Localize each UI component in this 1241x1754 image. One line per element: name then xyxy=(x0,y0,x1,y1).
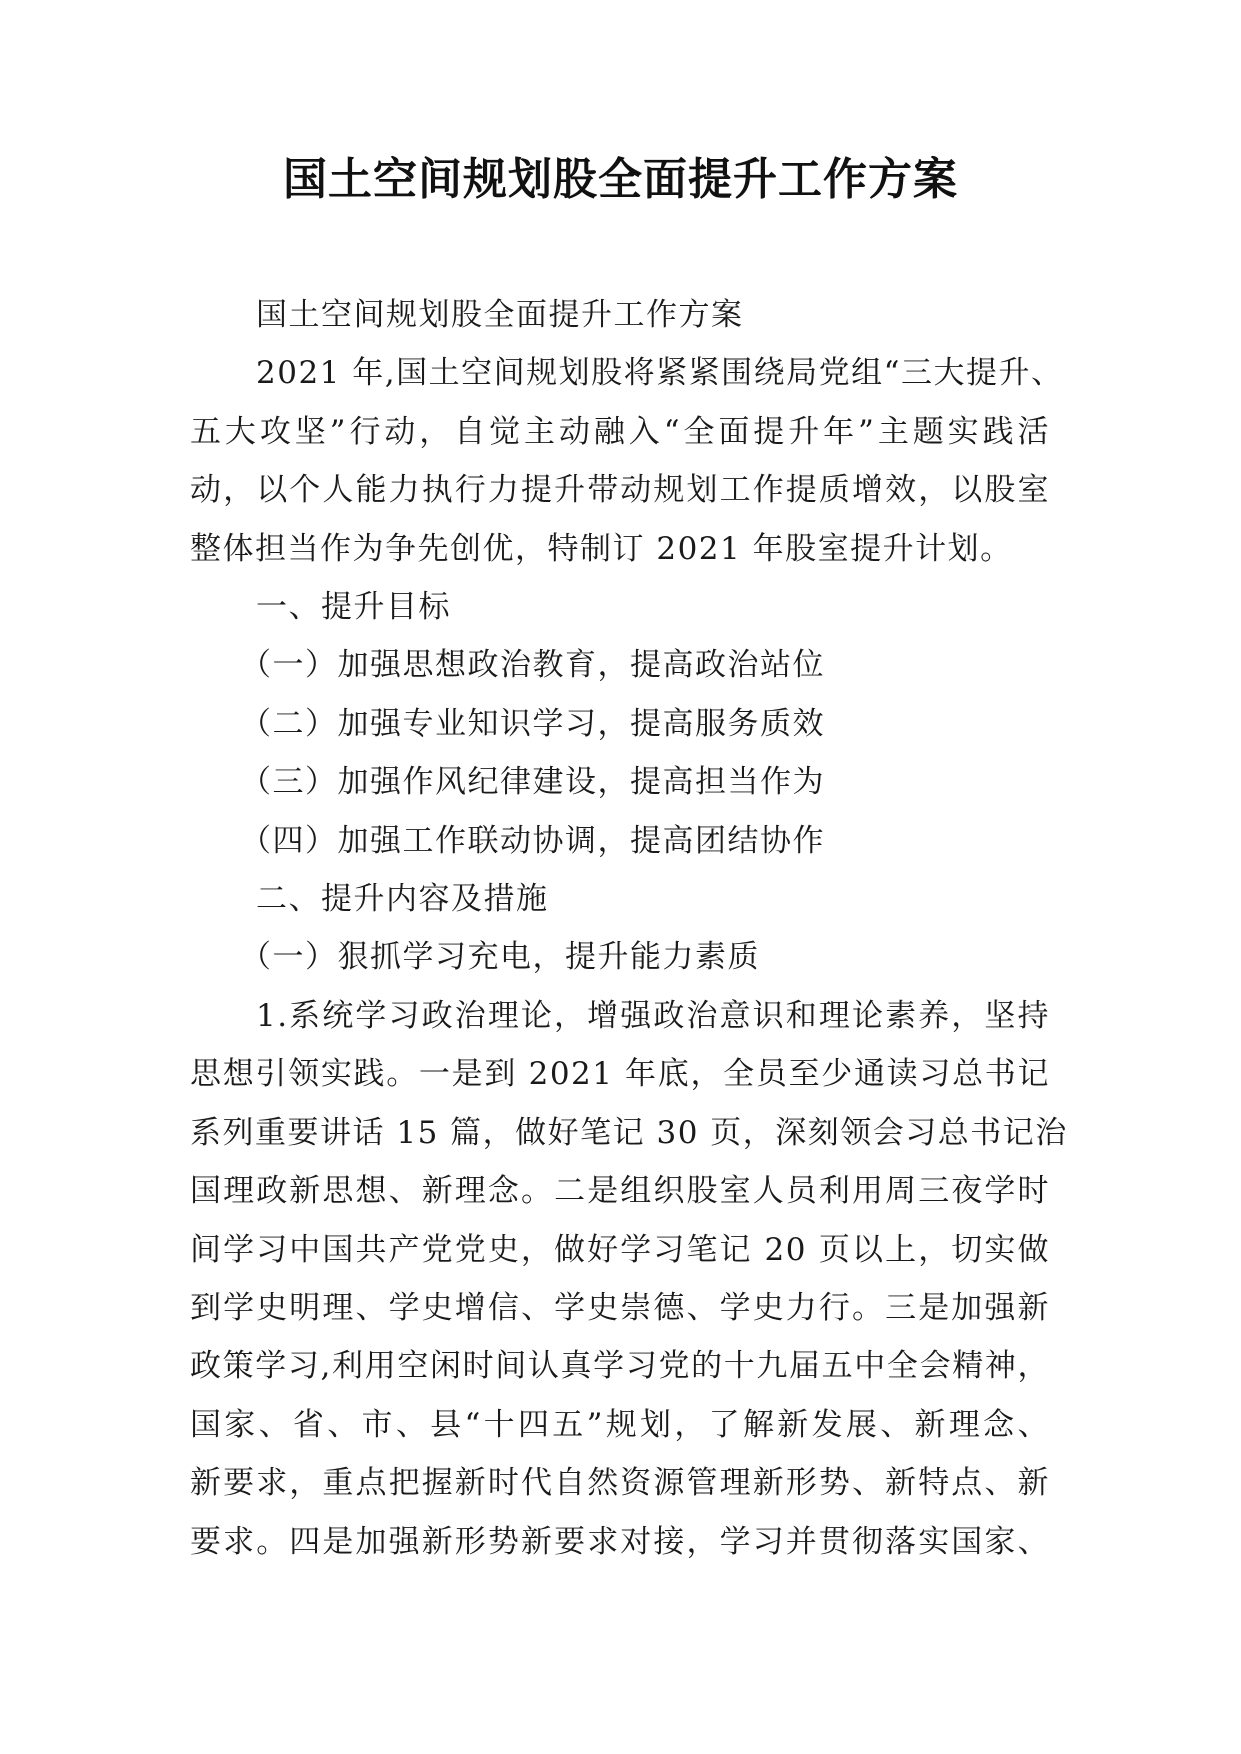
goal-item: （一）加强思想政治教育，提高政治站位 xyxy=(240,647,825,684)
subtitle-line: 国土空间规划股全面提升工作方案 xyxy=(256,297,744,333)
measures-paragraph xyxy=(190,987,1068,1571)
intro-paragraph xyxy=(190,344,1064,578)
subsection-heading: （一）狠抓学习充电，提升能力素质 xyxy=(240,939,760,976)
document-title: 国土空间规划股全面提升工作方案 xyxy=(283,154,958,205)
goal-item: （四）加强工作联动协调，提高团结协作 xyxy=(240,822,825,859)
measures-line: 新要求，重点把握新时代自然资源管理新形势、新特点、新 xyxy=(190,1465,1050,1502)
measures-line: 1.系统学习政治理论，增强政治意识和理论素养，坚持 xyxy=(256,997,1050,1034)
document-body xyxy=(190,286,1068,1571)
goal-item: （三）加强作风纪律建设，提高担当作为 xyxy=(240,764,825,801)
goals-list xyxy=(190,636,1050,870)
measures-line: 国家、省、市、县“十四五”规划，了解新发展、新理念、 xyxy=(190,1406,1050,1443)
intro-line: 五大攻坚”行动，自觉主动融入“全面提升年”主题实践活 xyxy=(190,413,1050,450)
section-heading-measures: 二、提升内容及措施 xyxy=(256,881,549,918)
intro-line: 2021 年,国土空间规划股将紧紧围绕局党组“三大提升、 xyxy=(256,355,1064,392)
intro-line: 动，以个人能力执行力提升带动规划工作提质增效，以股室 xyxy=(190,472,1050,509)
measures-line: 间学习中国共产党党史，做好学习笔记 20 页以上，切实做 xyxy=(190,1231,1050,1268)
measures-line: 要求。四是加强新形势新要求对接，学习并贯彻落实国家、 xyxy=(190,1523,1050,1560)
section-heading-goals: 一、提升目标 xyxy=(256,589,451,626)
measures-line: 到学史明理、学史增信、学史崇德、学史力行。三是加强新 xyxy=(190,1289,1050,1326)
measures-line: 系列重要讲话 15 篇，做好笔记 30 页，深刻领会习总书记治 xyxy=(190,1114,1068,1151)
measures-line: 国理政新思想、新理念。二是组织股室人员利用周三夜学时 xyxy=(190,1173,1050,1210)
intro-line: 整体担当作为争先创优，特制订 2021 年股室提升计划。 xyxy=(190,530,1013,567)
measures-line: 思想引领实践。一是到 2021 年底，全员至少通读习总书记 xyxy=(190,1056,1050,1093)
measures-line: 政策学习,利用空闲时间认真学习党的十九届五中全会精神， xyxy=(190,1348,1050,1385)
goal-item: （二）加强专业知识学习，提高服务质效 xyxy=(240,705,825,742)
